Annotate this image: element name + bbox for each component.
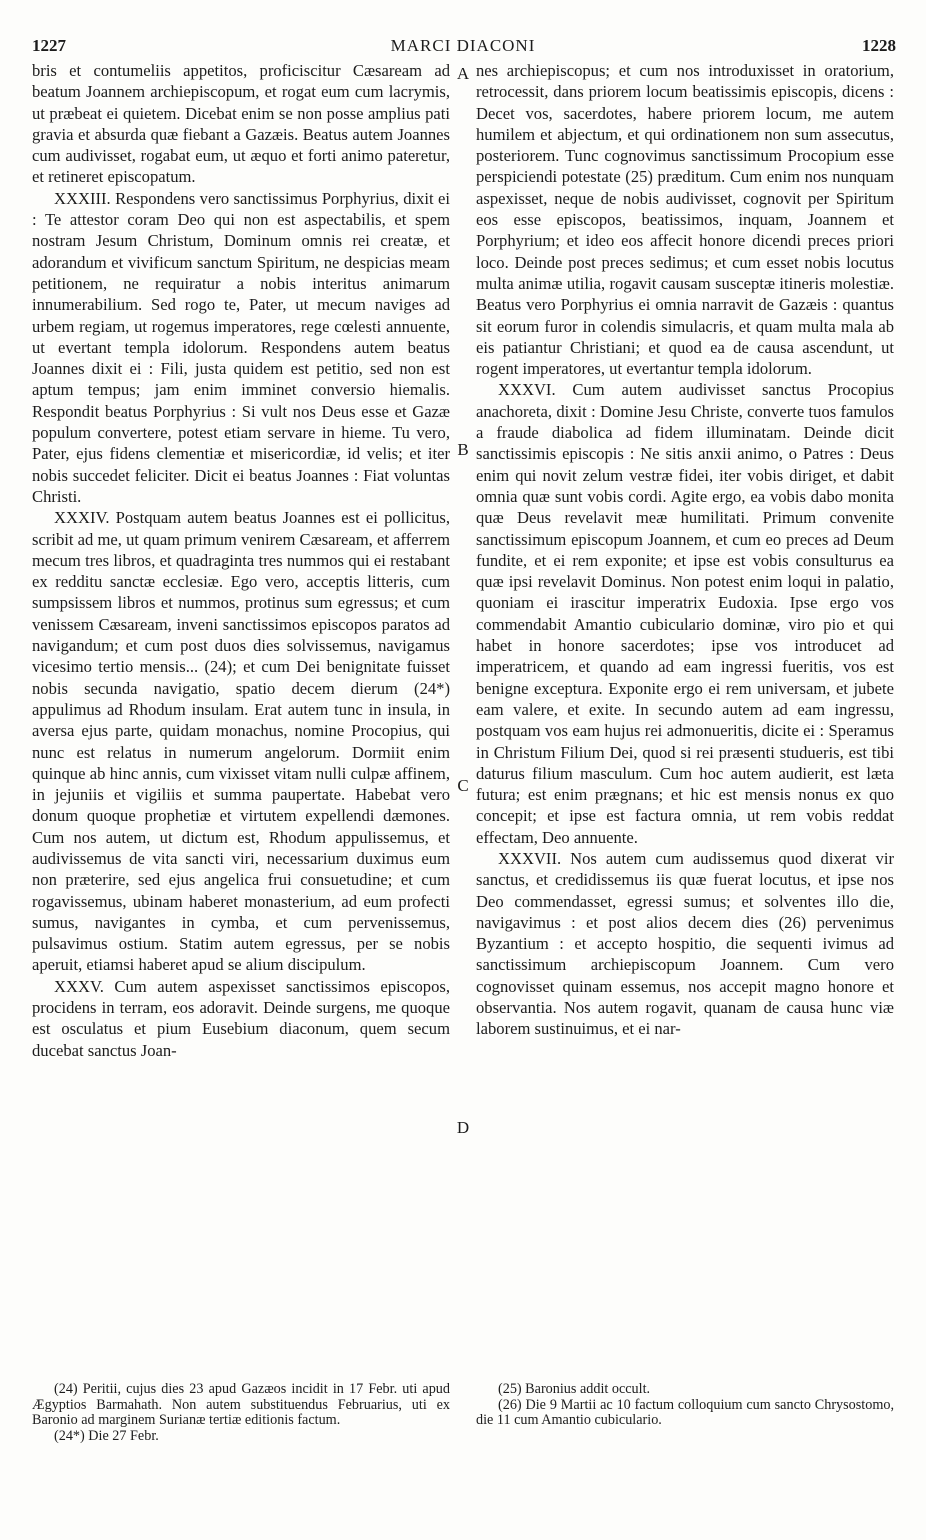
right-column [476, 60, 894, 1040]
paragraph: bris et contumeliis appetitos, proficiscitur Cæsaream ad beatum Joannem archiepiscopum, et rogat eum cum lacrymis, ut præbeat ei quietem. Dicebat enim se non posse amplius pati gravia et absurda quæ fiebant a Gazæis. Beatus autem Joannes cum audivisset, rogabat eum, ut æquo et forti animo pateretur, et retineret episcopatum. [32, 61, 450, 187]
running-title: MARCI DIACONI [390, 36, 536, 55]
footnote-24: (24) Peritii, cujus dies 23 apud Gazæos incidit in 17 Febr. uti apud Ægyptios Barmahath. Non autem substituendus Februarius, uti ex Baronio ad marginem Surianæ tertiæ editionis factum. [32, 1381, 450, 1429]
footnotes-left [32, 1382, 450, 1444]
margin-letter-c: C [457, 776, 469, 795]
page-number-left: 1227 [32, 36, 66, 55]
paragraph-xxxvi: XXXVI. Cum autem audivisset sanctus Procopius anachoreta, dixit : Domine Jesu Christe, converte tuos famulos a fraude diabolica ad fidem illuminatam. Deinde dicit sanctissimis episcopis : Ne sitis anxii animo, o Patres : Deus enim qui novit zelum vestræ fidei, iter vobis diriget, et dabit omnia quæ sunt vobis cordi. Agite ergo, ea vobis dabo monita quæ Deus revelavit meæ humilitati. Primum convenite sanctissimum episcopum Joannem, et cum eo preces ad Deum fundite, et ei rem exponite; et ipse est vobis consulturus ea quæ ipsi revelavit Dominus. Non potest enim loqui in palatio, quoniam ei irascitur imperatrix Eudoxia. Ipse ergo vos commendabit Amantio cubiculario dominæ, viro pio et qui habet in honore sacerdotes; ipse vos introducet ad imperatricem, et quando ad eam ingressi fueritis, vos est benigne exceptura. Exponite ergo ei rem universam, et jubete eam valere, et exite. In secundo autem ad eam ingressu, postquam vos eam hujus rei admonueritis, dicite ei : Speramus in Christum Filium Dei, quod si rei præsenti studueris, est tibi daturus filium masculum. Cum hoc autem audierit, est læta futura; est enim prægnans; et hic est mensis nonus ex quo concepit; et ipse est factura omnia, ut rem vobis reddat effectam, Deo annuente. [476, 380, 894, 847]
margin-letter-a: A [456, 64, 470, 83]
paragraph-xxxv: XXXV. Cum autem aspexisset sanctissimos episcopos, procidens in terram, eos adoravit. Deinde surgens, me quoque est osculatus et pium Eusebium diaconum, quem secum ducebat sanctus Joan- [32, 976, 450, 1060]
footnotes-right [476, 1382, 894, 1429]
paragraph-xxxiii: XXXIII. Respondens vero sanctissimus Porphyrius, dixit ei : Te attestor coram Deo qui non est aspectabilis, et spem nostram Jesum Christum, Dominum omnis rei creatæ, et adorandum et vivificum sanctum Spiritum, ne despicias meam petitionem, ne requiratur a nobis interitus animarum innumerabilium. Sed rogo te, Pater, ut mecum naviges ad urbem regiam, ut rogemus imperatores, rege cœlesti annuente, ut evertant templa idolorum. Respondens autem beatus Joannes dixit ei : Fili, justa quidem est petitio, sed non est aptum tempus; jam enim imminet conversio hiemalis. Respondit beatus Porphyrius : Si vult nos Deus esse et Gazæ populum convertere, potest etiam servare in hieme. Tu vero, Pater, ejus fidens clementiæ et misericordiæ, id velis; et iter nobis succedet feliciter. Dicit ei beatus Joannes : Fiat voluntas Christi. [32, 188, 450, 506]
footnote-26: (26) Die 9 Martii ac 10 factum colloquium cum sancto Chrysostomo, die 11 cum Amantio cubiculario. [476, 1396, 894, 1429]
left-column [32, 60, 450, 1061]
page-number-right: 1228 [862, 36, 896, 55]
footnote-25: (25) Baronius addit occult. [498, 1381, 651, 1397]
paragraph-xxxvii: XXXVII. Nos autem cum audissemus quod dixerat vir sanctus, et credidissemus iis quæ fuerat locutus, et ipse nos Deo commendasset, egressi sumus; et solventes illo die, navigavimus : et post alios decem dies (26) pervenimus Byzantium : et accepto hospitio, die sequenti ivimus ad sanctissimum archiepiscopum Joannem. Cum vero cognovisset quinam essemus, nos accepit magno honore et observantia. Nos autem rogavit, quanam de causa hunc viæ laborem sustinuimus, et ei nar- [476, 848, 894, 1039]
paragraph: nes archiepiscopus; et cum nos introduxisset in oratorium, retrocessit, dans priorem locum beatissimis episcopis, dicens : Decet vos, sacerdotes, habere priorem locum, me autem humilem et abjectum, et qui ordinationem non sum assecutus, posteriorem. Tunc cognovimus sanctissimum Procopium esse perspiciendi potestate (25) præditum. Cum enim nos nunquam aspexisset, neque de nobis audivisset, cognovit per Spiritum eos esse episcopos, beatissimos, inquam, Joannem et Porphyrium; et ideo eos affecit honore dicendi preces priori loco. Deinde post preces sedimus; et cum esset nobis locutus multa animæ utilia, rogavit causam susceptæ itineris molestiæ. Beatus vero Porphyrius ei omnia narravit de Gazæis : quantus sit eorum furor in colendis simulacris, et quam multa mala ab eis patiantur Christiani; et quod ea de causa ascendunt, ut rogent imperatores, ut evertantur templa idolorum. [476, 61, 894, 379]
margin-letter-d: D [456, 1118, 470, 1137]
paragraph-xxxiv: XXXIV. Postquam autem beatus Joannes est ei pollicitus, scribit ad me, ut quam primum venirem Cæsaream, et afferrem mecum tres libros, et quadraginta tres nummos qui ei restabant ex redditu sanctæ ecclesiæ. Ego vero, acceptis litteris, cum sumpsissem libros et nummos, protinus sum egressus; et cum venissem Cæsaream, inveni sanctissimos episcopos paratos ad navigandum; et cum post duos dies solvissemus, navigamus vicesimo tertio mensis... (24); et cum Dei benignitate fuisset nobis secunda navigatio, spatio decem dierum (24*) appulimus ad Rhodum insulam. Erat autem tunc in insula, in aversa ejus parte, quidam monachus, nomine Procopius, qui nunc est relatus in numerum angelorum. Dormiit enim quinque ab hinc annis, cum vixisset vitam nulli culpæ affinem, in jejuniis et vigiliis et summa paupertate. Habebat vero donum quoque prophetiæ et virtutem expellendi dæmones. Cum nos autem, ut dictum est, Rhodum appulissemus, et audivissemus de vita sancti viri, necessarium duximus eum non præterire, sed ejus angelica frui consuetudine; et cum rogavissemus, ubinam haberet monasterium, ad eum profecti sumus, navigantes in cymba, et cum pervenissemus, pulsavimus ostium. Statim autem egressus, per se nobis aperuit, etiamsi haberet apud se alium discipulum. [32, 508, 450, 975]
footnote-24-star: (24*) Die 27 Febr. [54, 1427, 159, 1444]
margin-letter-b: B [457, 440, 469, 459]
